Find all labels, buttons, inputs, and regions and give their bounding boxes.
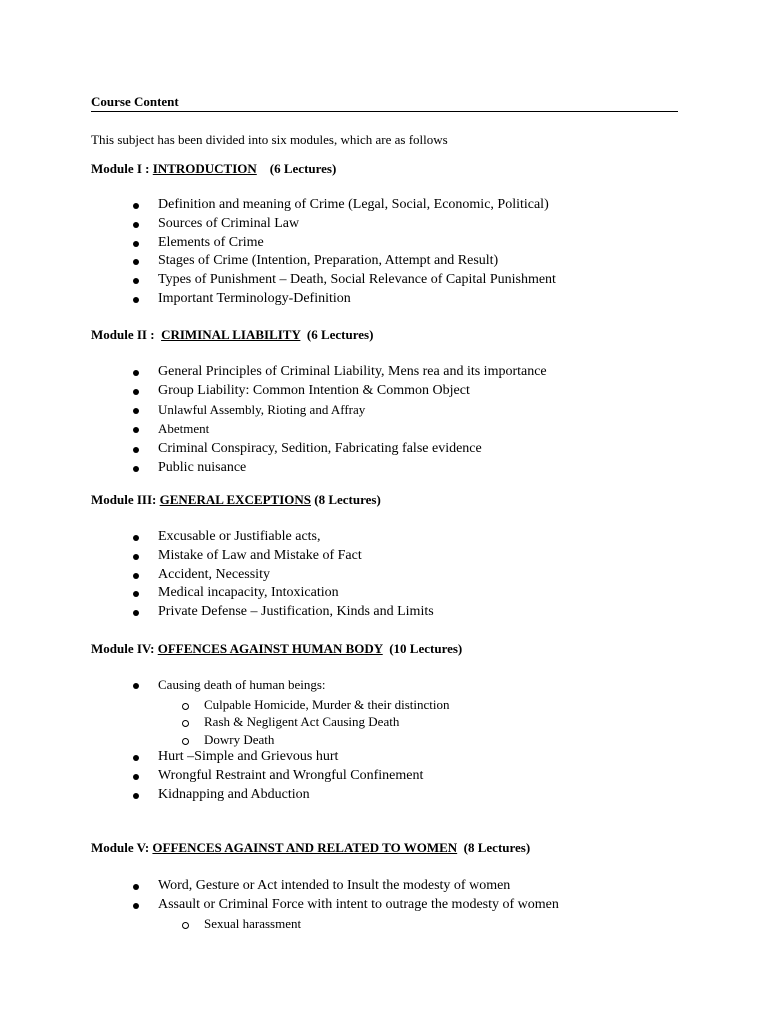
- list-item: Assault or Criminal Force with intent to outrage the modesty of women Sexual harassment: [0, 896, 559, 932]
- list-item: Wrongful Restraint and Wrongful Confinement: [0, 767, 450, 786]
- bullet-icon: [133, 259, 139, 265]
- bullet-icon: [133, 793, 139, 799]
- bullet-icon: [133, 755, 139, 761]
- module-5-title: Module V: OFFENCES AGAINST AND RELATED TO WOMEN (8 Lectures): [91, 840, 531, 855]
- bullet-icon: [133, 610, 139, 616]
- module-4-name: OFFENCES AGAINST HUMAN BODY: [157, 641, 383, 656]
- bullet-icon: [133, 297, 139, 303]
- page-heading: Course Content: [91, 94, 678, 112]
- circle-bullet-icon: [182, 922, 189, 929]
- bullet-icon: [133, 408, 139, 414]
- intro-text: This subject has been divided into six modules, which are as follows: [91, 132, 448, 147]
- bullet-icon: [133, 903, 139, 909]
- module-1-title: Module I : INTRODUCTION (6 Lectures): [91, 161, 337, 176]
- module-4-sublist: [0, 696, 450, 749]
- list-item: Mistake of Law and Mistake of Fact: [0, 547, 434, 566]
- module-1-list: [0, 196, 556, 309]
- bullet-icon: [133, 370, 139, 376]
- list-item: Word, Gesture or Act intended to Insult the modesty of women: [0, 877, 559, 896]
- list-item: Medical incapacity, Intoxication: [0, 584, 434, 603]
- module-1-name: INTRODUCTION: [152, 161, 257, 176]
- circle-bullet-icon: [182, 738, 189, 745]
- list-item: Excusable or Justifiable acts,: [0, 528, 434, 547]
- module-5-list: [0, 877, 559, 932]
- bullet-icon: [133, 683, 139, 689]
- bullet-icon: [133, 554, 139, 560]
- list-item: General Principles of Criminal Liability, Mens rea and its importance: [0, 363, 547, 382]
- list-item: Criminal Conspiracy, Sedition, Fabricating false evidence: [0, 440, 547, 459]
- bullet-icon: [133, 447, 139, 453]
- bullet-icon: [133, 774, 139, 780]
- list-item: Unlawful Assembly, Rioting and Affray: [0, 401, 547, 421]
- list-item: Important Terminology-Definition: [0, 290, 556, 309]
- circle-bullet-icon: [182, 703, 189, 710]
- list-item: Definition and meaning of Crime (Legal, Social, Economic, Political): [0, 196, 556, 215]
- list-item: Accident, Necessity: [0, 566, 434, 585]
- bullet-icon: [133, 573, 139, 579]
- bullet-icon: [133, 278, 139, 284]
- module-3-list: [0, 528, 434, 622]
- module-3-title: Module III: GENERAL EXCEPTIONS (8 Lectures): [91, 492, 381, 507]
- sub-list-item: Sexual harassment: [158, 915, 559, 933]
- bullet-icon: [133, 591, 139, 597]
- module-2-title: Module II : CRIMINAL LIABILITY (6 Lectures): [91, 327, 374, 342]
- module-5-name: OFFENCES AGAINST AND RELATED TO WOMEN: [152, 840, 458, 855]
- list-item: Public nuisance: [0, 459, 547, 478]
- module-2-list: [0, 363, 547, 478]
- module-4-title: Module IV: OFFENCES AGAINST HUMAN BODY (10 Lectures): [91, 641, 463, 656]
- list-item: Types of Punishment – Death, Social Relevance of Capital Punishment: [0, 271, 556, 290]
- list-item: Causing death of human beings: Culpable Homicide, Murder & their distinction Rash & Negligent Act Causing Death Dowry Death: [0, 676, 450, 748]
- bullet-icon: [133, 203, 139, 209]
- list-item: Sources of Criminal Law: [0, 215, 556, 234]
- bullet-icon: [133, 535, 139, 541]
- list-item: Hurt –Simple and Grievous hurt: [0, 748, 450, 767]
- module-2-name: CRIMINAL LIABILITY: [161, 327, 301, 342]
- bullet-icon: [133, 389, 139, 395]
- sub-list-item: Culpable Homicide, Murder & their distinction: [158, 696, 450, 714]
- module-5-sublist: [0, 915, 559, 933]
- bullet-icon: [133, 241, 139, 247]
- bullet-icon: [133, 222, 139, 228]
- sub-list-item: Dowry Death: [158, 731, 450, 749]
- list-item: Abetment: [0, 420, 547, 440]
- list-item: Group Liability: Common Intention & Common Object: [0, 382, 547, 401]
- list-item: Kidnapping and Abduction: [0, 786, 450, 805]
- list-item: Elements of Crime: [0, 234, 556, 253]
- bullet-icon: [133, 884, 139, 890]
- circle-bullet-icon: [182, 720, 189, 727]
- bullet-icon: [133, 427, 139, 433]
- list-item: Stages of Crime (Intention, Preparation, Attempt and Result): [0, 252, 556, 271]
- module-3-name: GENERAL EXCEPTIONS: [159, 492, 311, 507]
- bullet-icon: [133, 466, 139, 472]
- sub-list-item: Rash & Negligent Act Causing Death: [158, 713, 450, 731]
- module-4-list: [0, 676, 450, 805]
- list-item: Private Defense – Justification, Kinds and Limits: [0, 603, 434, 622]
